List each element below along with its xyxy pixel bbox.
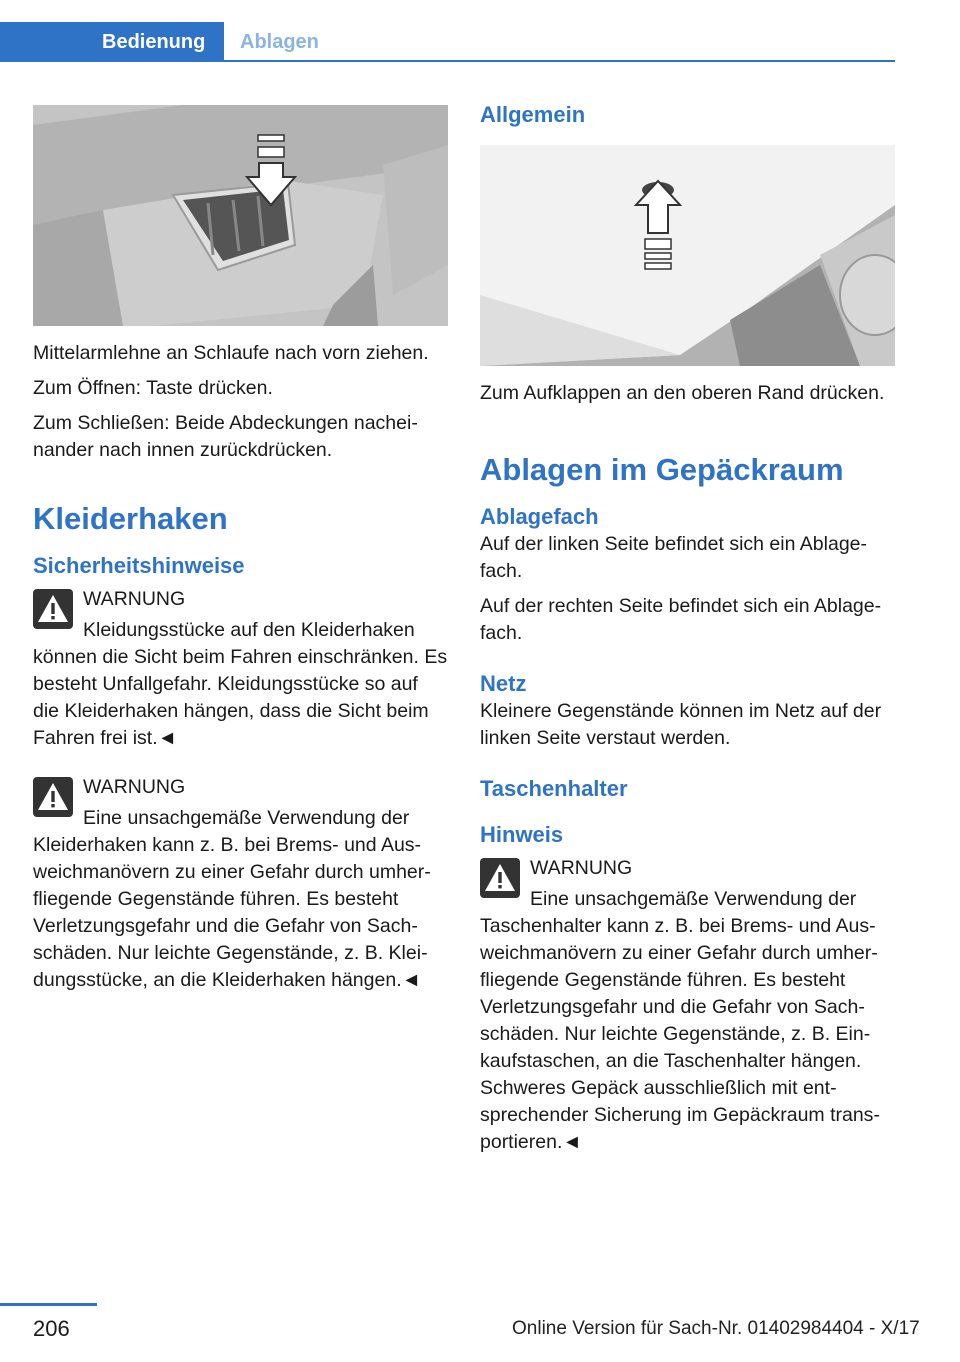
tab-bedienung[interactable]: Bedienung (0, 22, 224, 62)
left-column (33, 105, 448, 994)
right-column (480, 100, 895, 1156)
warning-label: WARNUNG (83, 588, 186, 610)
footer-accent-line (0, 1303, 97, 1306)
subtitle-taschenhalter: Taschenhalter (480, 776, 628, 801)
warning-label: WARNUNG (83, 776, 186, 798)
warning-block-2 (33, 774, 448, 994)
warning-text: Eine unsachgemäße Verwendung der Taschenhalter kann z. B. bei Brems- und Ausweichmanövern zu einer Gefahr durch umherfliegende Gegenstände führen. Es besteht Verletzungsgefahr und die Gefahr von Sachschäden. Nur leichte Gegenstände, z. B. Einkaufstaschen, an die Taschenhalter hängen. Schweres Gepäck ausschließlich mit entsprechender Sicherung im Gepäckraum transportieren.◄ (480, 888, 880, 1153)
caption-fold-open: Zum Aufklappen an den oberen Rand drücken. (480, 382, 885, 404)
warning-text: Kleidungsstücke auf den Kleiderhaken können die Sicht beim Fahren einschränken. Es besteht Unfallgefahr. Kleidungsstücke so auf die Kleiderhaken hängen, dass die Sicht beim Fahren frei ist.◄ (33, 619, 448, 749)
caption-close: Zum Schließen: Beide Abdeckungen nacheinander nach innen zurückdrücken. (33, 412, 418, 461)
caption-open: Zum Öffnen: Taste drücken. (33, 377, 273, 399)
caption-pull-armrest: Mittelarmlehne an Schlaufe nach vorn ziehen. (33, 342, 429, 364)
page-number: 206 (33, 1316, 70, 1341)
warning-text: Eine unsachgemäße Verwendung der Kleiderhaken kann z. B. bei Brems- und Ausweichmanövern zu einer Gefahr durch umherfliegende Gegenstände führen. Es besteht Verletzungsgefahr und die Gefahr von Sachschäden. Nur leichte Gegenstände, z. B. Kleidungsstücke, an die Kleiderhaken hängen.◄ (33, 807, 431, 991)
section-title-ablagen-gepaeckraum: Ablagen im Gepäckraum (480, 452, 844, 487)
warning-triangle-icon (480, 858, 520, 898)
online-version-note: Online Version für Sach-Nr. 01402984404 - X/17 (512, 1318, 920, 1339)
subtitle-hinweis: Hinweis (480, 822, 564, 847)
subtitle-netz: Netz (480, 671, 527, 696)
subtitle-ablagefach: Ablagefach (480, 504, 599, 529)
ablagefach-left: Auf der linken Seite befindet sich ein Ablagefach. (480, 533, 868, 582)
warning-triangle-icon (33, 777, 73, 817)
section-title-kleiderhaken: Kleiderhaken (33, 501, 228, 536)
warning-block-3 (480, 855, 895, 1156)
netz-text: Kleinere Gegenstände können im Netz auf der linken Seite verstaut werden. (480, 700, 882, 749)
warning-label: WARNUNG (530, 857, 633, 879)
warning-triangle-icon (33, 589, 73, 629)
headliner-illustration (480, 145, 895, 366)
header-tabs (0, 22, 895, 62)
ablagefach-right: Auf der rechten Seite befindet sich ein Ablagefach. (480, 595, 882, 644)
armrest-illustration (33, 105, 448, 326)
subtitle-sicherheitshinweise: Sicherheitshinweise (33, 553, 245, 578)
header-divider (224, 60, 895, 62)
title-allgemein: Allgemein (480, 102, 586, 127)
warning-block-1 (33, 586, 448, 752)
tab-ablagen[interactable]: Ablagen (240, 30, 319, 53)
